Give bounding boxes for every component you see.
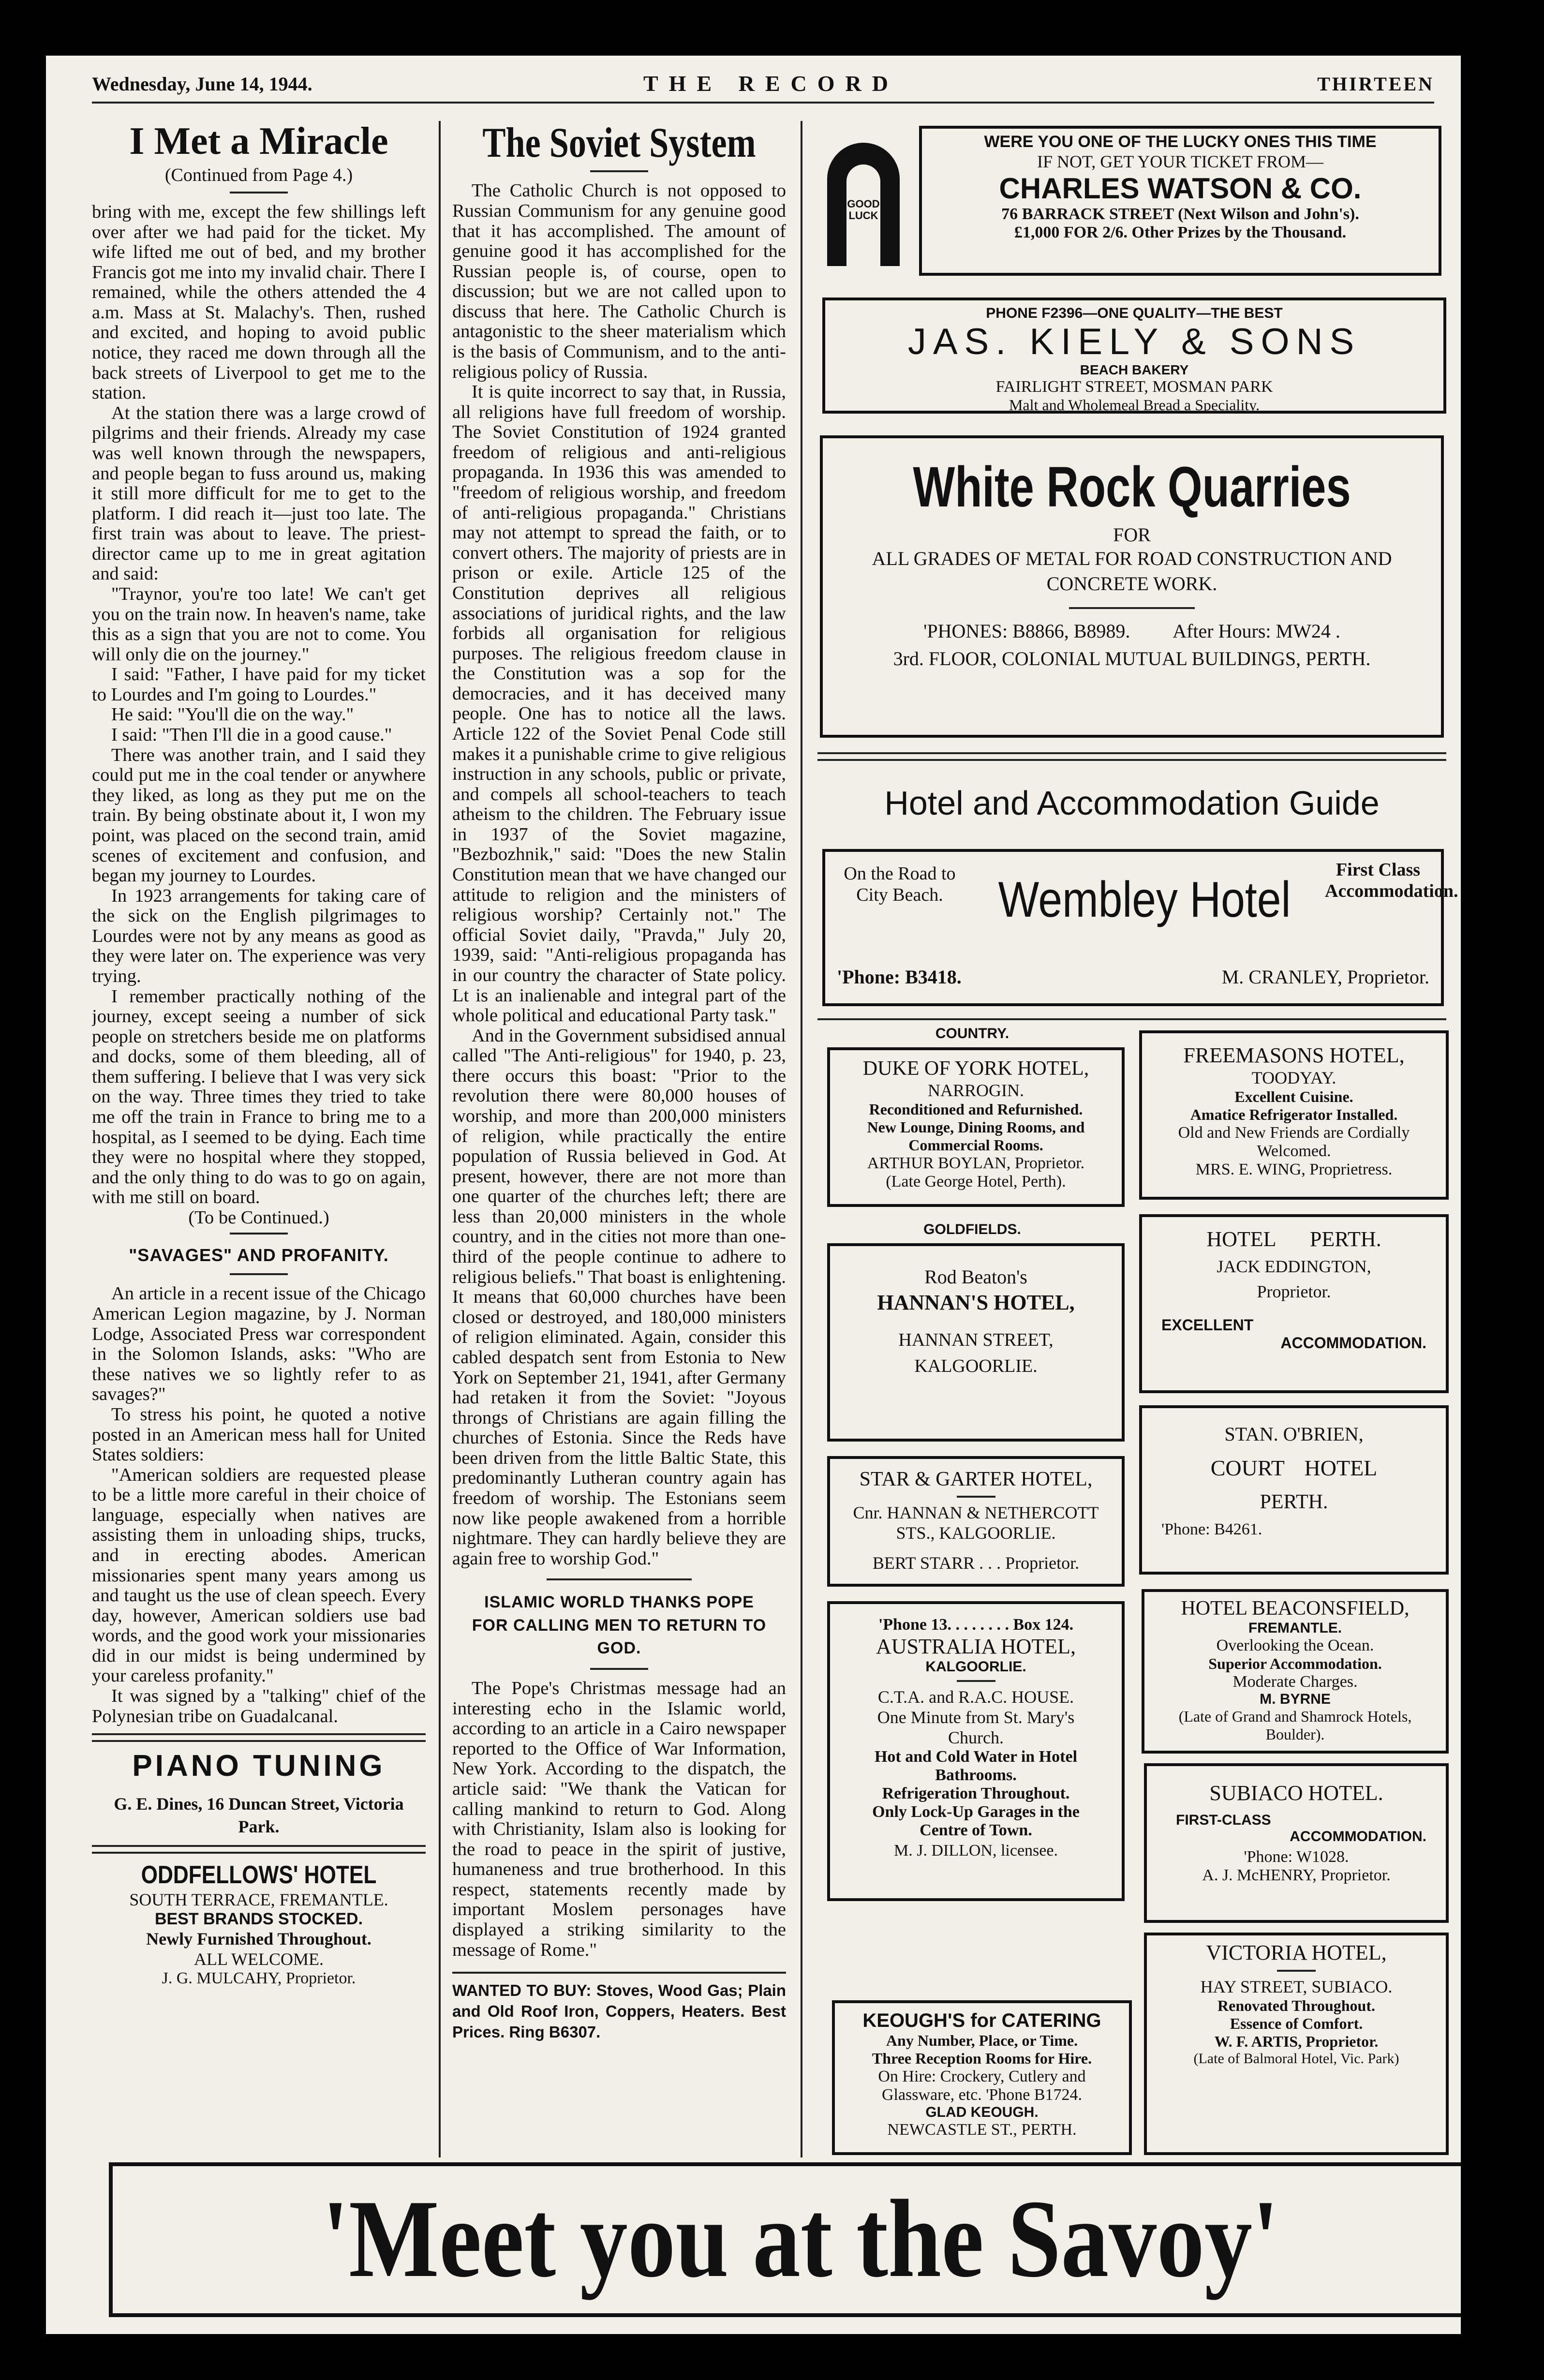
garter-ad — [827, 1456, 1125, 1587]
paragraph: He said: "You'll die on the way." — [111, 704, 354, 725]
ad-line: KEOUGH'S for CATERING — [862, 2010, 1101, 2031]
ad-line: FOR — [1113, 523, 1151, 546]
duke-ad — [827, 1047, 1125, 1207]
divider — [1277, 1970, 1316, 1972]
ad-line: VICTORIA HOTEL, — [1206, 1941, 1387, 1964]
paper-name: THE RECORD — [643, 71, 899, 96]
watson-ad — [817, 121, 1441, 281]
ad-line: WERE YOU ONE OF THE LUCKY ONES THIS TIME — [984, 133, 1377, 151]
ad-line: AUSTRALIA HOTEL, — [876, 1635, 1076, 1658]
divider — [547, 1578, 692, 1580]
divider — [590, 1668, 648, 1670]
ad-line: NARROGIN. — [927, 1081, 1024, 1100]
ad-line: Cnr. HANNAN & NETHERCOTT STS., KALGOORLIE. — [853, 1503, 1099, 1543]
ad-line: NEWCASTLE ST., PERTH. — [887, 2121, 1077, 2139]
ad-line: Excellent Cuisine. — [1234, 1088, 1353, 1105]
paragraph: I said: "Father, I have paid for my ticket to Lourdes and I'm going to Lourdes." — [92, 664, 426, 705]
ad-line: Three Reception Rooms for Hire. — [872, 2050, 1092, 2067]
divider — [817, 752, 1446, 761]
victoria-ad — [1144, 1933, 1449, 2155]
keough-ad — [832, 2000, 1132, 2155]
miracle-continued: (Continued from Page 4.) — [164, 165, 353, 185]
divider — [1069, 607, 1195, 609]
horseshoe-icon — [817, 121, 909, 271]
ad-line: New Lounge, Dining Rooms, and Commercial Rooms. — [867, 1118, 1085, 1154]
ad-line: A. J. McHENRY, Proprietor. — [1202, 1866, 1391, 1884]
soviet-title: The Soviet System — [482, 121, 756, 166]
watson-box — [919, 126, 1441, 276]
divider — [230, 192, 288, 193]
ad-line: STAN. O'BRIEN, — [1224, 1423, 1364, 1445]
column-2 — [452, 121, 786, 2157]
ad-line: FAIRLIGHT STREET, MOSMAN PARK — [995, 377, 1273, 396]
ad-line: (Late George Hotel, Perth). — [886, 1173, 1066, 1190]
ad-line: 'PHONES: B8866, B8989. — [923, 620, 1130, 642]
divider — [957, 1496, 995, 1498]
oddfellows-name: ODDFELLOWS' HOTEL — [141, 1860, 377, 1889]
column-rule — [439, 121, 441, 2157]
ad-line: JACK EDDINGTON, — [1217, 1257, 1371, 1276]
divider — [452, 1972, 786, 1974]
ad-line: 'Phone: W1028. — [1244, 1848, 1349, 1866]
perth-ad — [1139, 1214, 1449, 1393]
ad-line: BERT STARR . . . Proprietor. — [872, 1553, 1080, 1573]
ad-line: FIRST-CLASS — [1176, 1812, 1271, 1828]
wembley-right: First Class Accommodation. — [1325, 860, 1458, 901]
paragraph: The Pope's Christmas message had an interesting echo in the Islamic world, according to an article in a Cairo newspaper reported to the Office of War Information, New York. According to the dispatch, the article said: "We thank the Vatican for calling mankind to return to God. Along with Christianity, Islam also is looking for the road to peace in the spirit of justive, humaneness and true brotherhood. In this respect, statements recently made by important Moslem personages have displayed a striking similarity to the message of Rome." — [452, 1678, 786, 1960]
wanted-ad: WANTED TO BUY: Stoves, Wood Gas; Plain and Old Roof Iron, Coppers, Heaters. Best Prices. Ring B6307. — [452, 1981, 786, 2041]
ad-line: DUKE OF YORK HOTEL, — [862, 1057, 1089, 1080]
divider — [92, 1733, 426, 1742]
ad-line: M. J. DILLON, licensee. — [894, 1842, 1058, 1859]
divider — [957, 1680, 995, 1682]
masthead-rule — [92, 102, 1434, 104]
ad-line: After Hours: MW24 . — [1173, 620, 1340, 642]
ad-line: (Late of Grand and Shamrock Hotels, Boulder). — [1178, 1708, 1412, 1743]
paragraph: "Traynor, you're too late! We can't get you on the train now. In heaven's name, take this as a sign that you are not to come. You will only die on the journey." — [92, 583, 426, 665]
ad-line: (Late of Balmoral Hotel, Vic. Park) — [1193, 2051, 1399, 2067]
ad-line: Amatice Refrigerator Installed. — [1190, 1106, 1398, 1123]
kiely-ad — [822, 298, 1446, 414]
ad-line: TOODYAY. — [1251, 1068, 1336, 1087]
ad-line: Renovated Throughout. — [1217, 1997, 1375, 2014]
piano-text: G. E. Dines, 16 Duncan Street, Victoria Park. — [114, 1794, 404, 1836]
paragraph: An article in a recent issue of the Chicago American Legion magazine, by J. Norman Lodge, Associated Press war correspondent in the Solomon Islands, asks: "Who are these natives we so lightly refer to as savages?" — [92, 1283, 426, 1405]
masthead — [92, 68, 1434, 106]
country-label: COUNTRY. — [935, 1026, 1010, 1041]
oddfellows-ad — [92, 1860, 426, 1988]
watson-name: CHARLES WATSON & CO. — [999, 172, 1362, 205]
ad-line: BEST BRANDS STOCKED. — [154, 1909, 363, 1928]
ad-line: IF NOT, GET YOUR TICKET FROM— — [1037, 152, 1324, 171]
savages-title: "SAVAGES" AND PROFANITY. — [129, 1245, 389, 1265]
page-number: THIRTEEN — [1317, 73, 1434, 95]
paragraph: And in the Government subsidised annual called "The Anti-religious" for 1940, p. 23, there occurs this boast: "Prior to the revolution there were 80,000 houses of worship, and more than 200,000 ministers of religion, while practically the entire population of Russia believed in God. At present, however, there are not more than one quarter of the churches left; there are less than 20,000 ministers in the whole country, and in the cities not more than one-third of the people continue to adhere to religious beliefs." That boast is enlightening. It means that 60,000 churches have been closed or destroyed, and 180,000 ministers of religion eliminated. Again, consider this cabled despatch sent from Estonia to New York on September 21, 1941, after Germany had retaken it from the Soviet: "Joyous throngs of Christians are again filling the churches of Estonia. Since the Reds have been driven from the little Baltic State, this predominantly Lutheran country again has freedom of worship. The Estonians seem now like people awakened from a horrible nightmare. They can hardly believe they are again free to worship God." — [452, 1025, 786, 1569]
australia-ad — [827, 1601, 1125, 1901]
ad-line: KALGOORLIE. — [925, 1659, 1026, 1675]
guide-title: Hotel and Accommodation Guide — [884, 784, 1380, 822]
ad-line: HOTEL PERTH. — [1206, 1227, 1381, 1251]
column-rule — [801, 121, 802, 2157]
ad-line: Superior Accommodation. — [1208, 1655, 1382, 1672]
ad-line: Reconditioned and Refurnished. — [869, 1101, 1083, 1118]
divider — [817, 1018, 1446, 1020]
ad-line: SOUTH TERRACE, FREMANTLE. — [129, 1889, 388, 1909]
quarries-name: White Rock Quarries — [913, 455, 1351, 519]
wembley-phone: 'Phone: B3418. — [837, 966, 962, 988]
ad-line: Hot and Cold Water in Hotel Bathrooms. — [874, 1748, 1078, 1784]
ad-line: Essence of Comfort. — [1230, 2015, 1363, 2032]
savoy-text: 'Meet you at the Savoy' — [322, 2177, 1279, 2300]
paragraph: I said: "Then I'll die in a good cause." — [111, 725, 392, 745]
paragraph: There was another train, and I said they could put me in the coal tender or anywhere they liked, as long as they put me on the train. By being obstinate about it, I won my point, was placed on the second train, amid scenes of excitement and confusion, and began my journey to Lourdes. — [92, 744, 426, 886]
ad-line: Malt and Wholemeal Bread a Speciality. — [1009, 396, 1260, 414]
horseshoe-text: GOOD LUCK — [847, 198, 880, 222]
ad-line: 'Phone: B4261. — [1161, 1520, 1262, 1538]
ad-line: ACCOMMODATION. — [1280, 1334, 1426, 1352]
ad-line: ALL GRADES OF METAL FOR ROAD CONSTRUCTION AND CONCRETE WORK. — [872, 547, 1392, 595]
paragraph: To stress his point, he quoted a notive posted in an American mess hall for United States soldiers: — [92, 1404, 426, 1465]
ad-line: 3rd. FLOOR, COLONIAL MUTUAL BUILDINGS, PERTH. — [893, 647, 1371, 669]
paragraph: The Catholic Church is not opposed to Russian Communism for any genuine good that it has accomplished. The amount of genuine good it has accomplished for the Russian people is, of course, open to discussion; but we are not called upon to discuss that here. The Catholic Church is antagonistic to the sheer materialism which is the basis of Communism, and to the anti-religious policy of Russia. — [452, 180, 786, 382]
divider — [230, 1233, 288, 1235]
ad-line: PHONE F2396—ONE QUALITY—THE BEST — [986, 305, 1283, 321]
ad-line: One Minute from St. Mary's Church. — [877, 1708, 1075, 1747]
ad-line: ALL WELCOME. — [194, 1949, 324, 1969]
ad-line: Rod Beaton's — [924, 1266, 1027, 1288]
quarries-phones — [823, 620, 1441, 642]
ad-line: Refrigeration Throughout. — [882, 1785, 1070, 1802]
paragraph: It was signed by a "talking" chief of the Polynesian tribe on Guadalcanal. — [92, 1686, 426, 1726]
miracle-title: I Met a Miracle — [129, 121, 388, 163]
savoy-banner — [109, 2162, 1461, 2317]
ad-line: GLAD KEOUGH. — [925, 2104, 1039, 2120]
ad-line: On Hire: Crockery, Cutlery and Glassware, etc. 'Phone B1724. — [878, 2068, 1086, 2104]
ad-line: Old and New Friends are Cordially Welcomed. — [1178, 1124, 1410, 1160]
ad-line: FREMANTLE. — [1248, 1620, 1342, 1636]
ad-line: Only Lock-Up Garages in the Centre of Town. — [872, 1803, 1080, 1839]
beaconsfield-ad — [1142, 1589, 1449, 1754]
paragraph: It is quite incorrect to say that, in Russia, all religions have full freedom of worship. The Soviet Constitution of 1924 granted freedom of religious and anti-religious propaganda. In 1936 this was amended to "freedom of religious worship, and freedom of anti-religious propaganda." Christians may not attempt to spread the faith, or to convert others. The majority of priests are in prison or exile. Article 125 of the Constitution deprives all religious associations of juridical rights, and the law forbids all organisation for religious purposes. The religious freedom clause in the Constitution was a sop for the democracies, and it has deceived many people. One has to notice all the laws. Article 122 of the Soviet Penal Code still makes it a punishable crime to give religious instruction in any schools, public or private, and compels all school-teachers to teach atheism to the children. The February issue in 1937 of the Soviet magazine, "Bezbozhnik," said: "Does the new Stalin Constitution mean that we have changed our attitude to religion and the ministers of religious worship? Certainly not." The official Soviet daily, "Pravda," July 20, 1939, said: "Anti-religious propaganda has in our country the character of State policy. Lt is an inalienable and integral part of the whole political and educational Party task." — [452, 382, 786, 1026]
ad-line: Proprietor. — [1257, 1282, 1331, 1301]
issue-date: Wednesday, June 14, 1944. — [92, 73, 312, 95]
subiaco-ad — [1144, 1763, 1449, 1923]
ad-line: Newly Furnished Throughout. — [146, 1929, 371, 1949]
newspaper-page — [46, 56, 1461, 2334]
ad-line: £1,000 FOR 2/6. Other Prizes by the Thousand. — [1014, 223, 1347, 241]
wembley-prop: M. CRANLEY, Proprietor. — [1221, 966, 1429, 988]
divider — [92, 1845, 426, 1854]
column-1 — [92, 121, 426, 2157]
kiely-name: JAS. KIELY & SONS — [907, 321, 1361, 362]
ad-line: W. F. ARTIS, Proprietor. — [1214, 2033, 1379, 2050]
ad-line: C.T.A. and R.A.C. HOUSE. — [877, 1687, 1074, 1707]
ad-line: J. G. MULCAHY, Proprietor. — [162, 1969, 356, 1987]
ad-line: HAY STREET, SUBIACO. — [1200, 1977, 1393, 1996]
ad-line: KALGOORLIE. — [914, 1356, 1038, 1376]
to-be-continued: (To be Continued.) — [188, 1207, 329, 1228]
ad-line: M. BYRNE — [1260, 1691, 1331, 1707]
ad-line: FREEMASONS HOTEL, — [1183, 1043, 1405, 1067]
divider — [590, 170, 648, 172]
divider — [230, 1273, 288, 1275]
ad-line: Moderate Charges. — [1232, 1673, 1358, 1691]
ad-line: EXCELLENT — [1161, 1316, 1254, 1334]
paragraph: "American soldiers are requested please to be a little more careful in their choice of language, especially when natives are assisting them in unloading ships, trucks, and in erecting abodes. American missionaries spent many years among us and taught us the use of clean speech. Every day, however, American soldiers use bad words, and the good work your missionaries did in our midst is being undermined by your careless profanity." — [92, 1464, 426, 1686]
wembley-left: On the Road to City Beach. — [844, 863, 956, 905]
ad-line: 76 BARRACK STREET (Next Wilson and John's). — [1001, 205, 1359, 223]
ad-line: Overlooking the Ocean. — [1216, 1636, 1374, 1654]
wembley-name: Wembley Hotel — [998, 872, 1291, 928]
freemasons-ad — [1139, 1030, 1449, 1200]
ad-line: 'Phone 13. . . . . . . . Box 124. — [878, 1616, 1074, 1634]
ad-line: PERTH. — [1260, 1491, 1328, 1513]
paragraph: I remember practically nothing of the journey, except seeing a number of sick people on stretchers beside me on platforms and docks, some of them bleeding, all of them suffering. I believe that I was very sick on the way. Three times they tried to take me off the train in France to bring me to a hospital, as I seemed to be dying. Each time they were no hospital where they stopped, and the only thing to do was to go on again, with me still on board. — [92, 986, 426, 1208]
piano-title: PIANO TUNING — [132, 1749, 386, 1783]
islamic-title: ISLAMIC WORLD THANKS POPE FOR CALLING MEN TO RETURN TO GOD. — [472, 1593, 767, 1658]
ad-line: ARTHUR BOYLAN, Proprietor. — [867, 1154, 1085, 1172]
goldfields-label: GOLDFIELDS. — [923, 1221, 1021, 1237]
ad-line: HANNAN STREET, — [898, 1330, 1054, 1350]
paragraph: In 1923 arrangements for taking care of the sick on the English pilgrimages to Lourdes were not by any means as good as they were later on. The experience was very trying. — [92, 885, 426, 986]
ad-line: HOTEL BEACONSFIELD, — [1181, 1597, 1410, 1620]
quarries-ad — [820, 435, 1444, 738]
ad-line: STAR & GARTER HOTEL, — [859, 1468, 1093, 1490]
ad-line: Any Number, Place, or Time. — [886, 2032, 1078, 2049]
ad-line: ACCOMMODATION. — [1290, 1829, 1426, 1844]
ad-line: COURT HOTEL — [1210, 1456, 1378, 1480]
ad-line: MRS. E. WING, Proprietress. — [1195, 1160, 1393, 1178]
hannans-ad — [827, 1243, 1125, 1442]
wembley-ad — [822, 849, 1458, 1006]
ad-line: BEACH BAKERY — [1080, 362, 1189, 377]
court-ad — [1139, 1405, 1449, 1575]
ad-line: HANNAN'S HOTEL, — [877, 1291, 1075, 1314]
paragraph: At the station there was a large crowd of pilgrims and their friends. Already my case was well known through the newspapers, and people began to fuss around us, making it still more difficult for me to get to the platform. I did reach it—just too late. The first train was about to leave. The priest-director came up to me in great agitation and said: — [92, 402, 426, 584]
paragraph: bring with me, except the few shillings left over after we had paid for the ticket. My wife lifted me out of bed, and my brother Francis got me into my invalid chair. There I remained, while the others attended the 4 a.m. Mass at St. Malachy's. Then, rushed and excited, and hoping to avoid public notice, they raced me down through all the back streets of Liverpool to get me to the station. — [92, 202, 426, 403]
ad-line: SUBIACO HOTEL. — [1209, 1781, 1383, 1805]
